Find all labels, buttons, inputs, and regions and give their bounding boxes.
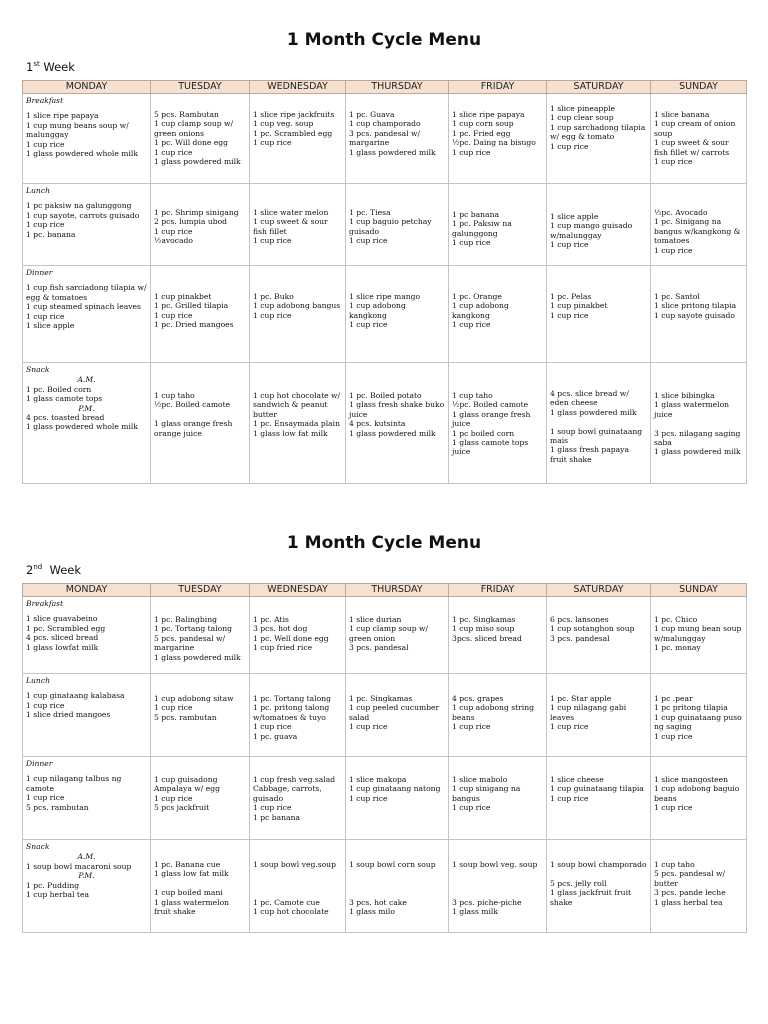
menu-cell: [151, 94, 250, 184]
menu-items: 1 pc banana 1 pc. Paksiw na galunggong 1 cup rice: [452, 210, 512, 248]
menu-items: 1 slice ripe papaya 1 cup corn soup 1 pc. Fried egg ½pc. Daing na bisugo 1 cup rice: [452, 110, 536, 157]
menu-items: 1 cup taho ½pc. Boiled camote 1 glass orange fresh juice 1 pc boiled corn 1 glass camote tops juice: [452, 391, 531, 457]
header-row: [23, 81, 747, 94]
menu-cell: [346, 266, 449, 363]
menu-cell: [651, 674, 747, 757]
menu-items: 1 soup bowl champorado 5 pcs. jelly roll 1 glass jackfruit fruit shake: [550, 860, 647, 907]
menu-cell: [547, 674, 651, 757]
menu-cell: [547, 94, 651, 184]
meal-label: Lunch: [26, 676, 50, 685]
breakfast-row: [23, 94, 747, 184]
menu-cell: [250, 757, 346, 840]
week-ordinal: nd: [33, 563, 43, 572]
menu-items: 1 cup adobong sitaw 1 cup rice 5 pcs. rambutan: [154, 694, 234, 722]
snack-row: [23, 363, 747, 484]
menu-cell: [346, 184, 449, 266]
menu-cell: [651, 363, 747, 484]
week-2-menu-table: [22, 583, 747, 933]
menu-items: 1 slice mabolo 1 cup sinigang na bangus 1 cup rice: [452, 775, 521, 813]
day-header-saturday: SATURDAY: [547, 81, 651, 94]
header-row: [23, 584, 747, 597]
menu-cell: [250, 266, 346, 363]
day-header-saturday: SATURDAY: [547, 584, 651, 597]
menu-cell: [250, 94, 346, 184]
day-header-tuesday: TUESDAY: [151, 584, 250, 597]
lunch-row: [23, 674, 747, 757]
menu-cell: [346, 674, 449, 757]
menu-items: 1 slice cheese 1 cup guinataang tilapia 1 cup rice: [550, 775, 644, 803]
menu-items: 1 cup pinakbet 1 pc. Grilled tilapia 1 cup rice 1 pc. Dried mangoes: [154, 292, 234, 330]
menu-cell: [250, 840, 346, 933]
day-header-thursday: THURSDAY: [346, 584, 449, 597]
day-header-sunday: SUNDAY: [651, 81, 747, 94]
day-header-friday: FRIDAY: [449, 584, 547, 597]
dinner-row: [23, 266, 747, 363]
menu-items: 1 soup bowl corn soup 3 pcs. hot cake 1 glass milo: [349, 860, 436, 917]
menu-cell: [23, 184, 151, 266]
menu-cell: [449, 757, 547, 840]
menu-items: 1 slice banana 1 cup cream of onion soup 1 cup sweet & sour fish fillet w/ carrots 1 cup rice: [654, 110, 736, 167]
menu-items: 1 pc. Pelas 1 cup pinakbet 1 cup rice: [550, 292, 608, 320]
menu-items: 1 slice pineapple 1 cup clear soup 1 cup sarchadong tilapia w/ egg & tomato 1 cup rice: [550, 104, 646, 151]
week-word: Week: [49, 563, 82, 577]
menu-cell: [346, 597, 449, 674]
menu-items: 1 pc. Santol 1 slice pritong tilapia 1 cup sayote guisado: [654, 292, 737, 320]
menu-items: 1 cup fish sarciadong tilapia w/ egg & tomatoes 1 cup steamed spinach leaves 1 cup rice 1 slice apple: [26, 283, 147, 331]
menu-cell: [547, 363, 651, 484]
menu-cell: [151, 363, 250, 484]
menu-items: 1 pc. Atis 3 pcs. hot dog 1 pc. Well done egg 1 cup fried rice: [253, 615, 329, 653]
week-label: [26, 60, 75, 74]
menu-cell: [151, 597, 250, 674]
menu-items: 1 cup fresh veg.salad Cabbage, carrots, guisado 1 cup rice 1 pc banana: [253, 775, 336, 822]
menu-items: 1 cup hot chocolate w/ sandwich & peanut butter 1 pc. Ensaymada plain 1 glass low fat milk: [253, 391, 341, 438]
menu-cell: [651, 840, 747, 933]
menu-cell: [449, 597, 547, 674]
menu-items: 1 cup nilagang talbus ng camote 1 cup rice 5 pcs. rambutan: [26, 774, 122, 812]
menu-cell: [547, 840, 651, 933]
day-header-tuesday: TUESDAY: [151, 81, 250, 94]
snack-row: [23, 840, 747, 933]
pm-label: P.M.: [78, 403, 95, 413]
menu-cell: [23, 597, 151, 674]
menu-cell: [547, 184, 651, 266]
menu-cell: [547, 266, 651, 363]
menu-cell: [151, 840, 250, 933]
menu-items: 1 pc. Singkamas 1 cup miso soup 3pcs. sliced bread: [452, 615, 522, 643]
menu-title: 1 Month Cycle Menu: [286, 30, 482, 50]
day-header-sunday: SUNDAY: [651, 584, 747, 597]
day-header-wednesday: WEDNESDAY: [250, 81, 346, 94]
menu-items: 1 slice ripe papaya 1 cup mung beans soup w/ malunggay 1 cup rice 1 glass powdered whole milk: [26, 111, 138, 159]
menu-cell: [651, 94, 747, 184]
am-label: A.M.: [77, 852, 96, 862]
menu-items: 1 slice water melon 1 cup sweet & sour fish fillet 1 cup rice: [253, 208, 329, 246]
week-number: 2: [26, 563, 34, 577]
menu-items: 1 pc. Balingbing 1 pc. Tortang talong 5 pcs. pandesal w/ margarine 1 glass powdered milk: [154, 615, 241, 662]
menu-items: 1 cup ginataang kalabasa 1 cup rice 1 slice dried mangoes: [26, 691, 125, 720]
day-header-monday: MONDAY: [23, 584, 151, 597]
pm-items: 1 pc. Pudding 1 cup herbal tea: [26, 880, 89, 900]
menu-items: 1 pc. Tiesa 1 cup baguio petchay guisado 1 cup rice: [349, 208, 432, 246]
am-items: 1 pc. Boiled corn 1 glass camote tops: [26, 384, 103, 404]
meal-label: Lunch: [26, 186, 50, 195]
menu-cell: [346, 757, 449, 840]
menu-items: 1 slice ripe jackfruits 1 cup veg. soup 1 pc. Scrambled egg 1 cup rice: [253, 110, 335, 148]
menu-items: 1 soup bowl veg.soup 1 pc. Camote cue 1 cup hot chocolate: [253, 860, 336, 917]
week-label: [26, 563, 81, 577]
menu-items: 4 pcs. slice bread w/ eden cheese 1 glass powdered milk 1 soup bowl guinataang mais 1 glass fresh papaya fruit shake: [550, 389, 643, 464]
menu-cell: [651, 757, 747, 840]
menu-cell: [151, 757, 250, 840]
menu-cell: [250, 597, 346, 674]
menu-title: 1 Month Cycle Menu: [286, 533, 482, 553]
menu-items: 1 pc. Boiled potato 1 glass fresh shake buko juice 4 pcs. kutsinta 1 glass powdered milk: [349, 391, 445, 438]
breakfast-row: [23, 597, 747, 674]
menu-items: ½pc. Avocado 1 pc. Sinigang na bangus w/kangkong & tomatoes 1 cup rice: [654, 208, 741, 255]
menu-items: 1 slice apple 1 cup mango guisado w/malunggay 1 cup rice: [550, 212, 633, 250]
week-ordinal: st: [33, 60, 40, 69]
menu-cell: [547, 757, 651, 840]
menu-cell: [449, 184, 547, 266]
menu-cell: [651, 184, 747, 266]
week-number: 1: [26, 60, 34, 74]
menu-items: 1 slice bibingka 1 glass watermelon juice 3 pcs. nilagang saging saba 1 glass powdered milk: [654, 391, 741, 457]
pm-label: P.M.: [78, 871, 95, 881]
dinner-row: [23, 757, 747, 840]
menu-cell: [651, 597, 747, 674]
menu-cell: [23, 674, 151, 757]
meal-label: Dinner: [26, 759, 53, 768]
menu-cell: [23, 94, 151, 184]
menu-items: 1 pc. Tortang talong 1 pc. pritong talong w/tomatoes & tuyo 1 cup rice 1 pc. guava: [253, 694, 331, 741]
menu-cell: [449, 363, 547, 484]
lunch-row: [23, 184, 747, 266]
menu-cell: [151, 674, 250, 757]
menu-cell: [23, 840, 151, 933]
pm-items: 4 pcs. toasted bread 1 glass powdered whole milk: [26, 413, 138, 432]
menu-cell: [151, 266, 250, 363]
menu-items: 1 cup taho 5 pcs. pandesal w/ butter 3 pcs. pande leche 1 glass herbal tea: [654, 860, 726, 907]
menu-items: 5 pcs. Rambutan 1 cup clamp soup w/ green onions 1 pc. Will done egg 1 cup rice 1 glass powdered milk: [154, 110, 241, 167]
menu-items: 1 pc. Guava 1 cup champorado 3 pcs. pandesal w/ margarine 1 glass powdered milk: [349, 110, 436, 157]
menu-items: 1 slice ripe mango 1 cup adobong kangkong 1 cup rice: [349, 292, 421, 330]
menu-cell: [346, 363, 449, 484]
menu-cell: [449, 674, 547, 757]
menu-cell: [23, 757, 151, 840]
menu-cell: [250, 674, 346, 757]
menu-items: 1 soup bowl veg. soup 3 pcs. piche-piche 1 glass milk: [452, 860, 538, 917]
menu-items: 1 pc .pear 1 pc pritong tilapia 1 cup guinataang puso ng saging 1 cup rice: [654, 694, 742, 741]
menu-items: 1 pc. Star apple 1 cup nilagang gabi leaves 1 cup rice: [550, 694, 627, 732]
menu-cell: [250, 363, 346, 484]
menu-items: 1 pc. Singkamas 1 cup peeled cucumber salad 1 cup rice: [349, 694, 440, 732]
menu-items: 6 pcs. lansones 1 cup sotanghon soup 3 pcs. pandesal: [550, 615, 635, 643]
meal-label: Snack: [26, 365, 50, 374]
menu-items: 1 pc paksiw na galunggong 1 cup sayote, carrots guisado 1 cup rice 1 pc. banana: [26, 201, 140, 239]
menu-items: 1 slice mangosteen 1 cup adobong baguio beans 1 cup rice: [654, 775, 740, 813]
menu-cell: [449, 266, 547, 363]
am-label: A.M.: [77, 375, 96, 385]
meal-label: Breakfast: [26, 599, 64, 608]
menu-cell: [651, 266, 747, 363]
menu-items: 1 pc. Orange 1 cup adobong kangkong 1 cup rice: [452, 292, 509, 330]
menu-cell: [449, 94, 547, 184]
meal-label: Breakfast: [26, 96, 64, 105]
week-1-menu-table: [22, 80, 747, 484]
menu-cell: [547, 597, 651, 674]
menu-items: 1 pc. Buko 1 cup adobong bangus 1 cup rice: [253, 292, 341, 320]
day-header-thursday: THURSDAY: [346, 81, 449, 94]
menu-items: 1 slice makopa 1 cup ginataang natong 1 cup rice: [349, 775, 441, 803]
menu-cell: [250, 184, 346, 266]
day-header-wednesday: WEDNESDAY: [250, 584, 346, 597]
menu-items: 1 pc. Banana cue 1 glass low fat milk 1 cup boiled mani 1 glass watermelon fruit shake: [154, 860, 230, 917]
menu-cell: [23, 363, 151, 484]
menu-items: 1 slice guavabeino 1 pc. Scrambled egg 4 pcs. sliced bread 1 glass lowfat milk: [26, 614, 106, 652]
menu-cell: [346, 94, 449, 184]
meal-label: Snack: [26, 842, 50, 851]
menu-items: 1 slice durian 1 cup clamp soup w/ green onion 3 pcs. pandesal: [349, 615, 429, 653]
menu-cell: [23, 266, 151, 363]
day-header-friday: FRIDAY: [449, 81, 547, 94]
day-header-monday: MONDAY: [23, 81, 151, 94]
meal-label: Dinner: [26, 268, 53, 277]
menu-items: 1 cup guisadong Ampalaya w/ egg 1 cup rice 5 pcs jackfruit: [154, 775, 220, 813]
menu-cell: [346, 840, 449, 933]
menu-items: 1 pc. Shrimp sinigang 2 pcs. lumpia ubod 1 cup rice ½avocado: [154, 208, 239, 246]
menu-cell: [151, 184, 250, 266]
am-items: 1 soup bowl macaroni soup: [26, 861, 132, 871]
week-word: Week: [43, 60, 75, 74]
menu-cell: [449, 840, 547, 933]
menu-items: 1 cup taho ½pc. Boiled camote 1 glass orange fresh orange juice: [154, 391, 233, 438]
menu-items: 1 pc. Chico 1 cup mung bean soup w/malunggay 1 pc. monay: [654, 615, 742, 653]
menu-items: 4 pcs. grapes 1 cup adobong string beans 1 cup rice: [452, 694, 534, 732]
